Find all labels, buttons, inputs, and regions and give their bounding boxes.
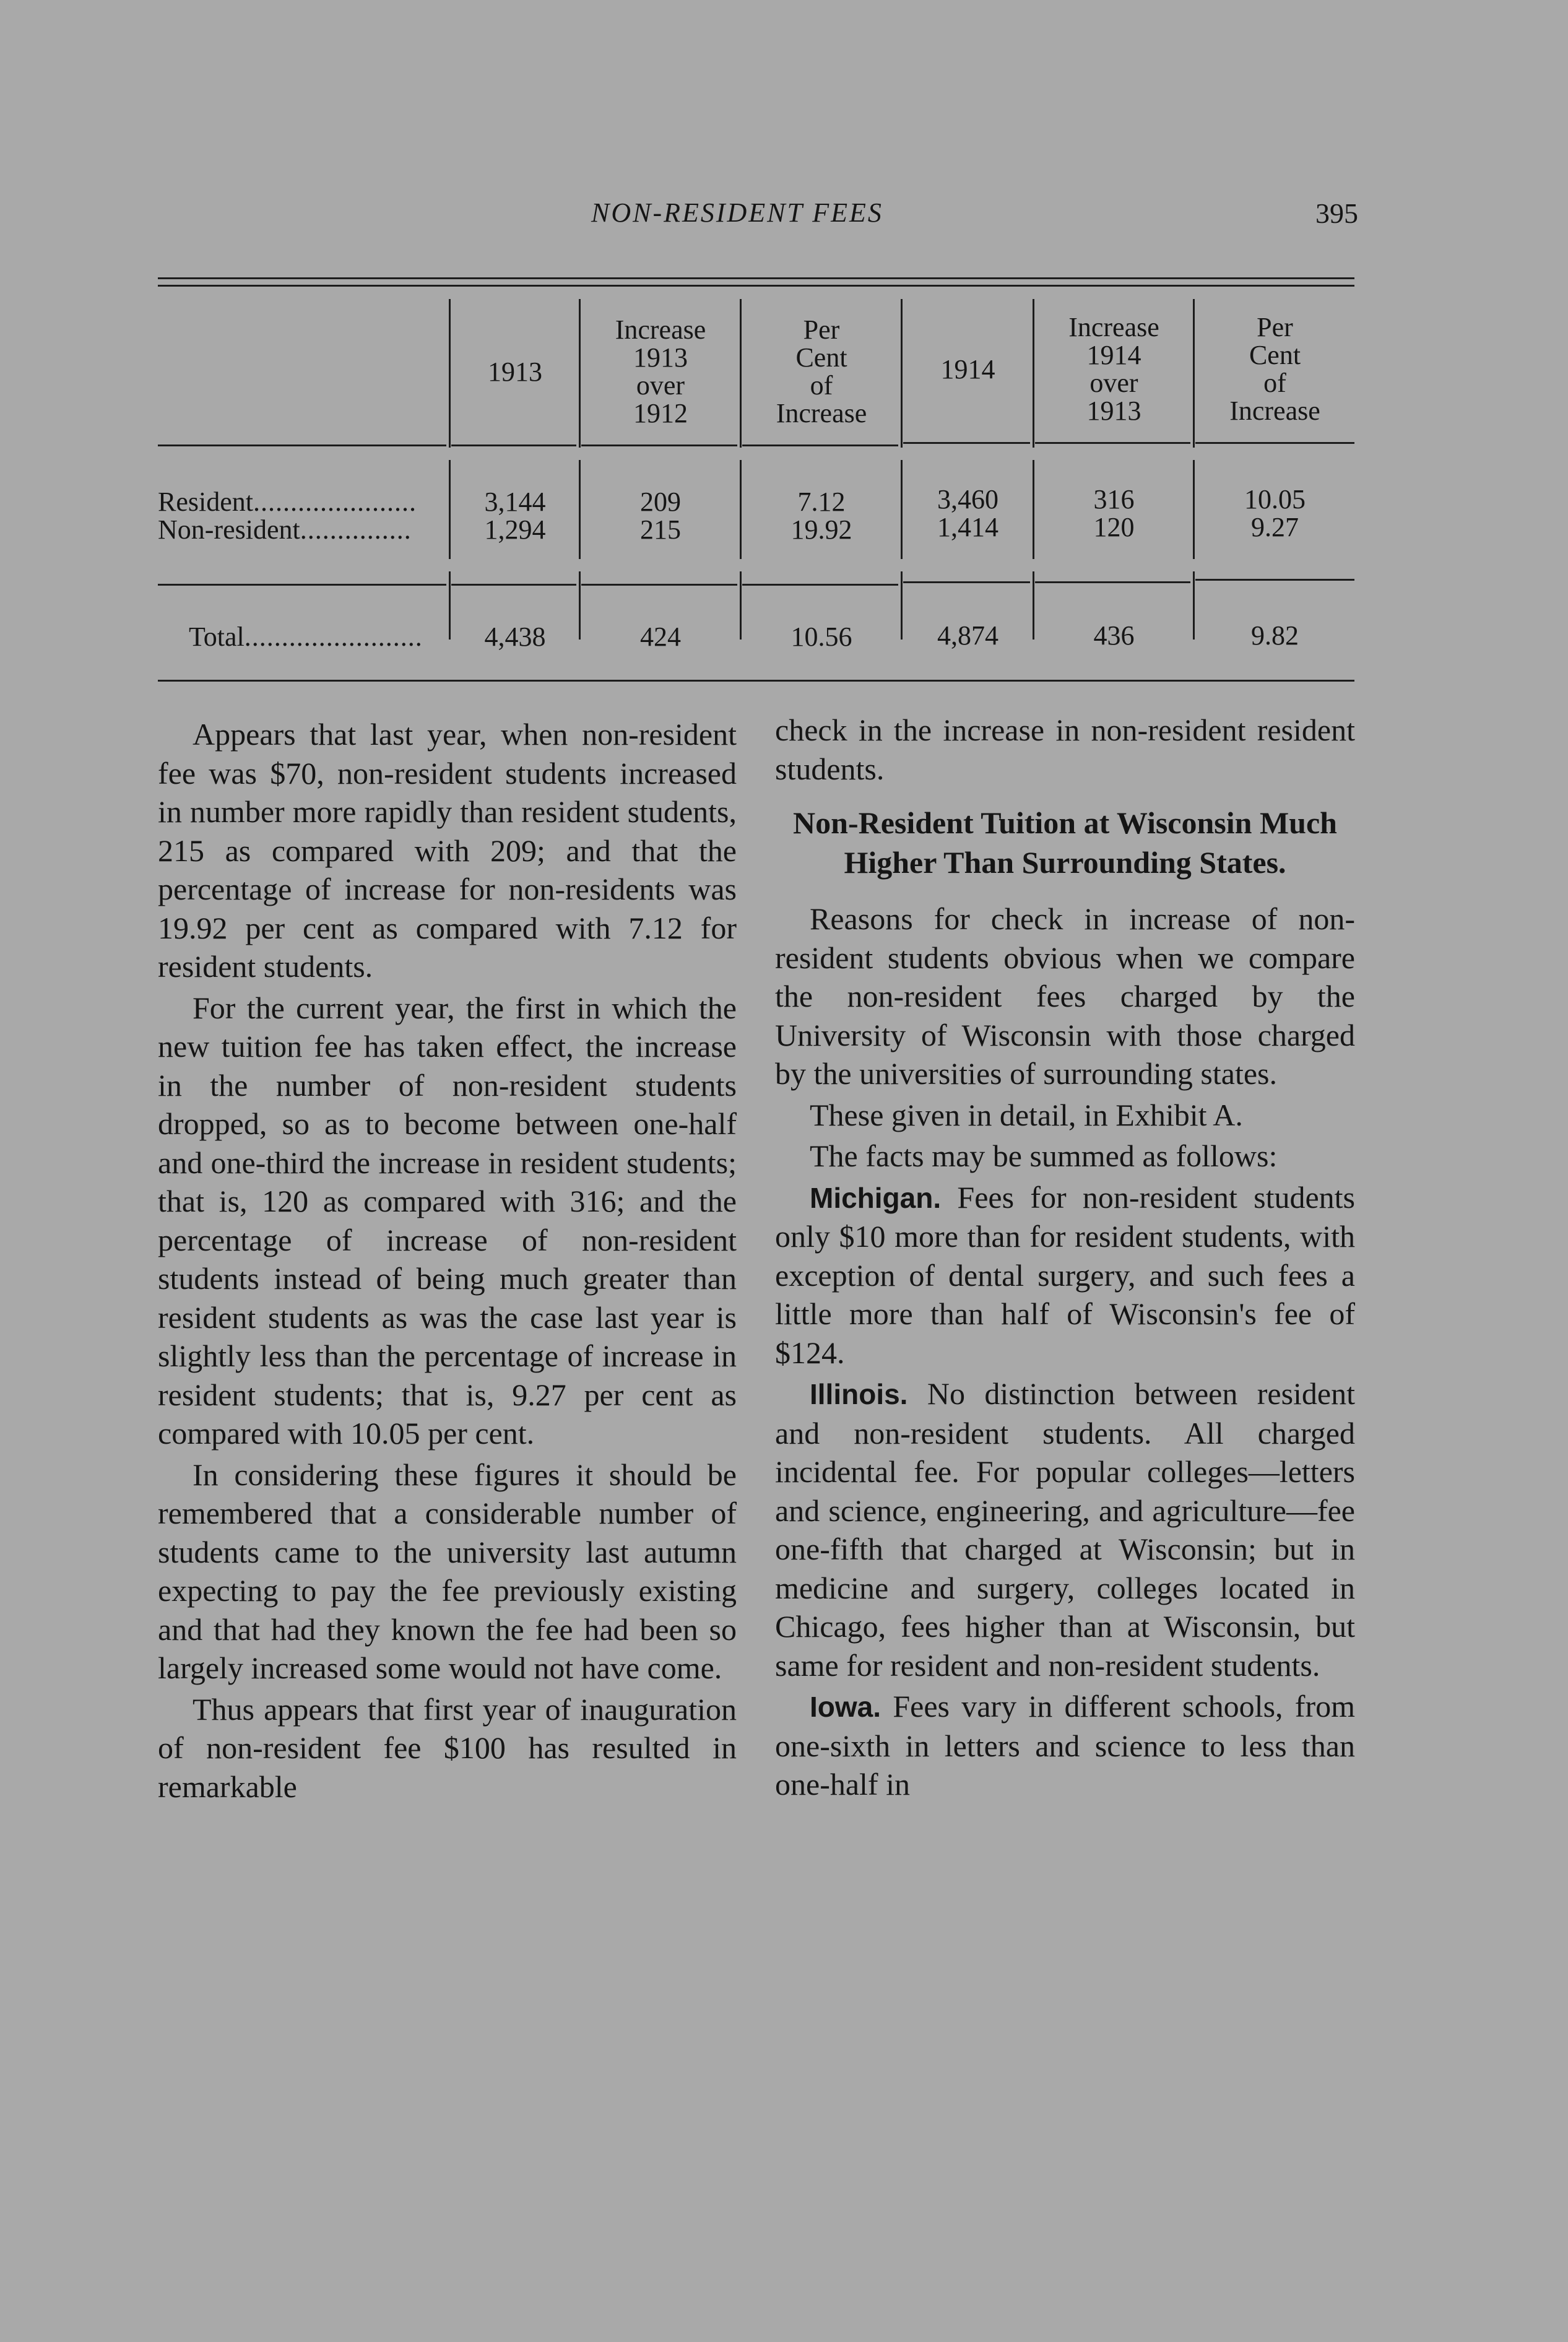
table-divider	[740, 460, 742, 559]
table-divider	[449, 299, 451, 448]
table-divider	[901, 299, 903, 448]
row-label-total: Total........................	[189, 622, 423, 652]
table-divider	[579, 299, 581, 448]
paragraph-michigan	[775, 1178, 1355, 1373]
table-divider	[579, 571, 581, 640]
header-underline	[451, 445, 576, 446]
table-cell: 9.82	[1251, 620, 1299, 651]
table-cell: 209	[640, 487, 681, 517]
total-rule	[742, 584, 898, 586]
table-cell: 19.92	[790, 514, 852, 545]
paragraph-illinois	[775, 1374, 1355, 1685]
table-divider	[1033, 460, 1034, 559]
col-header-increase-1913: Increase 1913 over 1912	[615, 314, 706, 428]
table-divider	[1193, 460, 1195, 559]
table-divider	[1033, 571, 1034, 640]
paragraph: Reasons for check in increase of non-resident students obvious when we compare the non-resident fees charged by the University of Wisconsin with those charged by the universities of surrounding states.	[775, 901, 1355, 1091]
header-underline	[158, 445, 446, 446]
table-cell: 1,294	[484, 514, 546, 545]
michigan-text: Fees for non-resident students only $10 more than for resident students, with exception of dental surgery, and such fees a little more than half of Wisconsin's fee of $124.	[775, 1179, 1355, 1370]
table-divider	[449, 571, 451, 640]
table-cell: 10.05	[1244, 484, 1306, 514]
row-label-non-resident: Non-resident...............	[158, 514, 412, 545]
table-divider	[1193, 571, 1195, 640]
table-divider	[449, 460, 451, 559]
table-cell: 9.27	[1251, 512, 1299, 542]
total-rule	[581, 584, 737, 586]
paragraph-iowa	[775, 1687, 1355, 1804]
paragraph: check in the increase in non-resident resident students.	[775, 713, 1355, 786]
col-header-1913: 1913	[488, 357, 542, 387]
table-divider	[740, 299, 742, 448]
table-divider	[579, 460, 581, 559]
header-underline	[1035, 442, 1190, 444]
enrollment-table	[158, 277, 1354, 686]
table-cell: 4,874	[937, 620, 998, 651]
table-cell: 424	[640, 622, 681, 652]
paragraph: In considering these figures it should be remembered that a considerable number of students came to the university last autumn expecting to pay the fee previously existing and that had they known the fee had been so largely increased some would not have come.	[158, 1457, 737, 1685]
illinois-text: No distinction between resident and non-resident students. All charged incidental fee. For popular colleges—letters and science, engineering, and agriculture—fee one-fifth that charged at Wisconsin; but in medicine and surgery, colleges located in Chicago, fees higher than at Wisconsin, but same for resident and non-resident students.	[775, 1376, 1356, 1683]
table-cell: 3,460	[937, 484, 998, 514]
section-heading: Non-Resident Tuition at Wisconsin Much Higher Than Surrounding States.	[793, 805, 1337, 880]
table-cell: 10.56	[790, 622, 852, 652]
total-rule	[451, 584, 576, 586]
col-header-percent-1913: Per Cent of Increase	[776, 314, 867, 428]
header-underline	[581, 445, 737, 446]
illinois-label: Illinois.	[810, 1378, 908, 1410]
paragraph: For the current year, the first in which the new tuition fee has taken effect, the increase in the number of non-resident students dropped, so as to become between one-half and one-third the increase in resident students; that is, 120 as compared with 316; and the percentage of increase of non-resident students instead of being much greater than resident students as was the case last year is slightly less than the percentage of increase in resident students; that is, 9.27 per cent as compared with 10.05 per cent.	[158, 990, 737, 1451]
col-header-percent-1914: Per Cent of Increase	[1229, 312, 1320, 426]
left-column	[158, 715, 737, 1806]
total-rule	[1195, 579, 1354, 581]
table-divider	[740, 571, 742, 640]
table-cell: 7.12	[797, 487, 846, 517]
table-bottom-rule	[158, 680, 1354, 682]
table-cell: 3,144	[484, 487, 546, 517]
table-divider	[901, 571, 903, 640]
running-title: NON-RESIDENT FEES	[591, 197, 883, 228]
table-cell: 120	[1093, 512, 1135, 542]
iowa-text: Fees vary in different schools, from one-sixth in letters and science to less than one-half in	[775, 1689, 1355, 1802]
row-label-resident: Resident......................	[158, 487, 417, 517]
col-header-increase-1914: Increase 1914 over 1913	[1068, 312, 1159, 426]
header-underline	[742, 445, 898, 446]
paragraph: The facts may be summed as follows:	[810, 1138, 1278, 1173]
paragraph: Appears that last year, when non-resident fee was $70, non-resident students increased in number more rapidly than resident students, 215 as compared with 209; and that the percentage of increase for non-residents was 19.92 per cent as compared with 7.12 for resident students.	[158, 717, 737, 984]
table-cell: 316	[1093, 484, 1135, 514]
total-rule	[158, 584, 446, 586]
total-rule	[903, 581, 1030, 583]
michigan-label: Michigan.	[810, 1181, 942, 1214]
table-cell: 436	[1093, 620, 1135, 651]
table-cell: 1,414	[937, 512, 998, 542]
col-header-1914: 1914	[940, 354, 995, 384]
table-divider	[901, 460, 903, 559]
total-rule	[1035, 581, 1190, 583]
paragraph: These given in detail, in Exhibit A.	[810, 1097, 1243, 1132]
iowa-label: Iowa.	[810, 1691, 881, 1723]
table-divider	[1033, 299, 1034, 448]
table-cell: 215	[640, 514, 681, 545]
header-underline	[903, 442, 1030, 444]
paragraph: Thus appears that first year of inauguration of non-resident fee $100 has resulted in remarkable	[158, 1691, 737, 1804]
table-cell: 4,438	[484, 622, 546, 652]
page-number: 395	[1315, 197, 1358, 229]
right-column	[775, 711, 1355, 1804]
table-divider	[1193, 299, 1195, 448]
header-underline	[1195, 442, 1354, 444]
